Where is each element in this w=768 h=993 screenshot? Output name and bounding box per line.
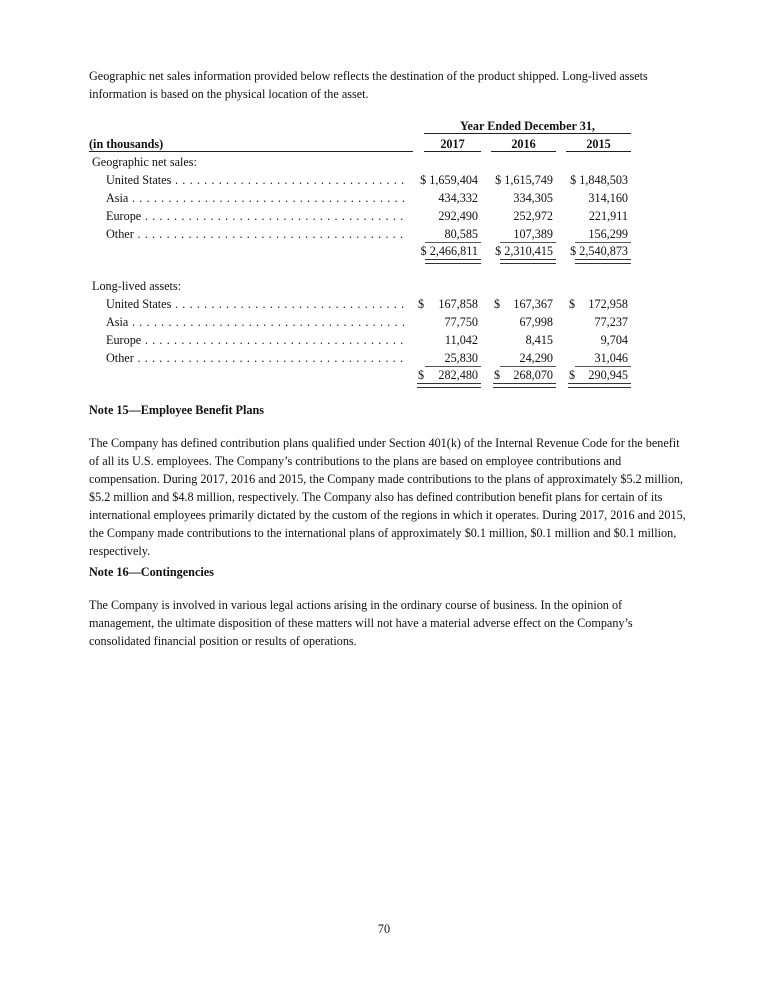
total-double-rule-2017: [425, 259, 481, 264]
subtotal-rule-2016: [500, 366, 556, 367]
note-15-heading: Note 15—Employee Benefit Plans: [89, 403, 265, 417]
subtotal-rule-2017: [425, 366, 481, 367]
currency-symbol: $: [569, 368, 576, 382]
cell-value: 221,911: [588, 209, 628, 223]
cell-value: 107,389: [513, 227, 553, 241]
subtotal-rule-2015: [575, 242, 631, 243]
cell-value: 8,415: [525, 333, 553, 347]
intro-text: Geographic net sales information provided below reflects the destination of the product shipped. Long-lived assets information is based on the physical location of the asset.: [89, 69, 648, 101]
cell-value: 25,830: [444, 351, 478, 365]
section-title-long-lived-assets: Long-lived assets:: [92, 279, 182, 293]
total-double-rule-2016: [493, 383, 556, 388]
cell-value: 31,046: [594, 351, 628, 365]
cell-value: 252,972: [513, 209, 553, 223]
cell-value: $ 1,848,503: [570, 173, 628, 187]
cell-value: 67,998: [519, 315, 553, 329]
cell-value: 80,585: [444, 227, 478, 241]
cell-value: 334,305: [513, 191, 553, 205]
currency-symbol: $: [494, 297, 501, 311]
year-rule-2016: [491, 151, 556, 152]
cell-value: 156,299: [588, 227, 628, 241]
cell-value: 292,490: [438, 209, 478, 223]
note-16-heading: Note 16—Contingencies: [89, 565, 214, 579]
cell-value: 314,160: [588, 191, 628, 205]
row-label: United States . . .: [106, 297, 408, 312]
intro-paragraph: [89, 67, 689, 103]
note-15-paragraph: [89, 434, 689, 560]
page-number: 70: [377, 922, 391, 936]
cell-value: 167,367: [513, 297, 553, 311]
row-label: United States . . .: [106, 173, 408, 188]
cell-value: 9,704: [600, 333, 628, 347]
currency-symbol: $: [569, 297, 576, 311]
cell-value: $ 1,615,749: [495, 173, 553, 187]
cell-value: 11,042: [444, 333, 478, 347]
total-double-rule-2016: [500, 259, 556, 264]
total-value: 268,070: [513, 368, 553, 382]
total-double-rule-2015: [568, 383, 631, 388]
row-label: Europe . . .: [106, 333, 408, 348]
cell-value: 172,958: [588, 297, 628, 311]
subtotal-rule-2015: [575, 366, 631, 367]
year-header-2015: 2015: [586, 137, 611, 151]
currency-symbol: $: [418, 297, 425, 311]
note-16-paragraph: [89, 596, 689, 650]
note-15-text: The Company has defined contribution plans qualified under Section 401(k) of the Internal Revenue Code for the benefit of all its U.S. employees. The Company’s contributions to the plans are based on employee contributions and compensation. During 2017, 2016 and 2015, the Company made contributions to the plans of approximately $5.2 million, $5.2 million and $4.8 million, respectively. The Company also has defined contribution benefit plans for certain of its international employees primarily dictated by the custom of the regions in which it operates. During 2017, 2016 and 2015, the Company made contributions to the international plans of approximately $0.1 million, $0.1 million and $0.1 million, respectively.: [89, 436, 686, 558]
total-double-rule-2015: [575, 259, 631, 264]
total-double-rule-2017: [417, 383, 481, 388]
total-value: $ 2,540,873: [570, 244, 628, 258]
total-value: $ 2,310,415: [495, 244, 553, 258]
unit-label-rule: [89, 151, 413, 152]
cell-value: 434,332: [438, 191, 478, 205]
total-value: 290,945: [588, 368, 628, 382]
row-label: Other . . .: [106, 351, 408, 366]
row-label: Asia . . .: [106, 191, 408, 206]
subtotal-rule-2017: [425, 242, 481, 243]
cell-value: 24,290: [519, 351, 553, 365]
total-value: $ 2,466,811: [420, 244, 478, 258]
table-group-header: Year Ended December 31,: [460, 119, 595, 133]
row-label: Europe . . .: [106, 209, 408, 224]
cell-value: 167,858: [438, 297, 478, 311]
currency-symbol: $: [494, 368, 501, 382]
cell-value: 77,750: [444, 315, 478, 329]
currency-symbol: $: [418, 368, 425, 382]
note-16-text: The Company is involved in various legal actions arising in the ordinary course of business. In the opinion of management, the ultimate disposition of these matters will not have a material adverse effect on the Company’s consolidated financial position or results of operations.: [89, 598, 633, 648]
row-label: Other . . .: [106, 227, 408, 242]
year-rule-2017: [424, 151, 481, 152]
subtotal-rule-2016: [500, 242, 556, 243]
total-value: 282,480: [438, 368, 478, 382]
year-rule-2015: [566, 151, 631, 152]
year-header-2017: 2017: [440, 137, 465, 151]
group-header-rule: [424, 133, 631, 134]
unit-label: (in thousands): [89, 137, 164, 151]
cell-value: $ 1,659,404: [420, 173, 478, 187]
year-header-2016: 2016: [511, 137, 536, 151]
cell-value: 77,237: [594, 315, 628, 329]
row-label: Asia . . .: [106, 315, 408, 330]
section-title-geographic-net-sales: Geographic net sales:: [92, 155, 197, 169]
